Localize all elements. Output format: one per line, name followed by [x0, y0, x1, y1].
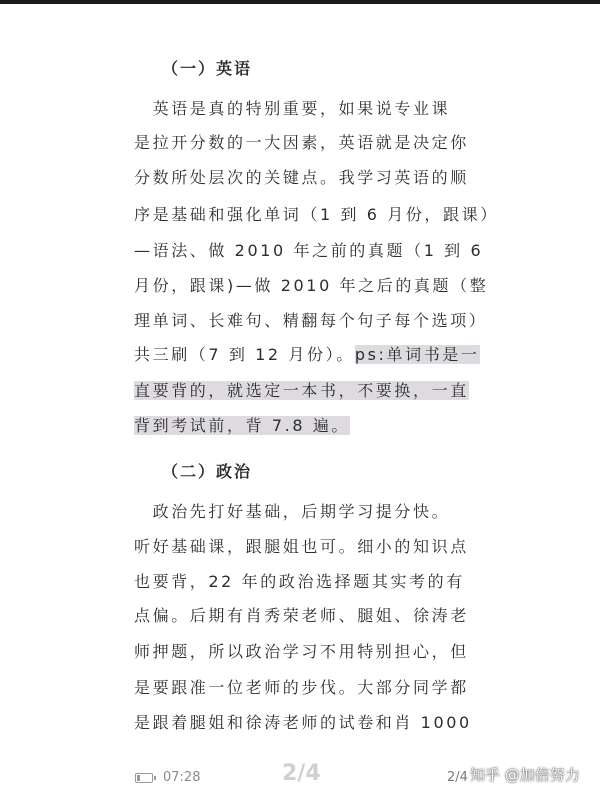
english-line-3: 分数所处层次的关键点。我学习英语的顺 [134, 168, 469, 187]
reader-footer [0, 760, 600, 797]
battery-level-fill [137, 775, 140, 781]
english-line-8-plain: 共三刷（7 到 12 月份）。 [134, 345, 355, 364]
politics-line-2: 听好基础课，跟腿姐也可。细小的知识点 [134, 537, 469, 556]
politics-line-1: 政治先打好基础，后期学习提分快。 [134, 502, 451, 521]
section-heading-english: （一）英语 [162, 59, 253, 78]
english-line-8 [134, 343, 480, 367]
english-line-9-highlight: 直要背的，就选定一本书，不要换，一直 [134, 381, 469, 400]
zhihu-watermark: 知乎 @加倍努力 [470, 766, 580, 784]
politics-line-4: 点偏。后期有肖秀荣老师、腿姐、徐涛老 [134, 606, 469, 625]
battery-icon [135, 773, 153, 783]
english-line-5: —语法、做 2010 年之前的真题（1 到 6 [134, 241, 484, 260]
english-line-8-highlight: ps:单词书是一 [354, 345, 480, 364]
english-line-9 [134, 379, 469, 403]
english-line-6: 月份，跟课)—做 2010 年之后的真题（整 [134, 276, 489, 295]
english-line-7: 理单词、长难句、精翻每个句子每个选项） [134, 311, 488, 330]
politics-line-3: 也要背，22 年的政治选择题其实考的有 [134, 572, 465, 591]
english-line-10-highlight: 背到考试前，背 7.8 遍。 [134, 416, 351, 435]
politics-line-6: 是要跟准一位老师的步伐。大部分同学都 [134, 678, 469, 697]
clock-time: 07:28 [163, 770, 201, 785]
page-indicator-small: 2/4 [447, 770, 468, 785]
section-heading-politics: （二）政治 [162, 462, 253, 481]
english-line-4: 序是基础和强化单词（1 到 6 月份，跟课） [134, 205, 499, 224]
english-line-10 [134, 414, 350, 438]
politics-line-7: 是跟着腿姐和徐涛老师的试卷和肖 1000 [134, 713, 472, 732]
page-indicator: 2/4 [282, 761, 321, 786]
english-line-1: 英语是真的特别重要，如果说专业课 [134, 99, 451, 118]
politics-line-5: 师押题，所以政治学习不用特别担心，但 [134, 642, 469, 661]
english-line-2: 是拉开分数的一大因素，英语就是决定你 [134, 133, 469, 152]
